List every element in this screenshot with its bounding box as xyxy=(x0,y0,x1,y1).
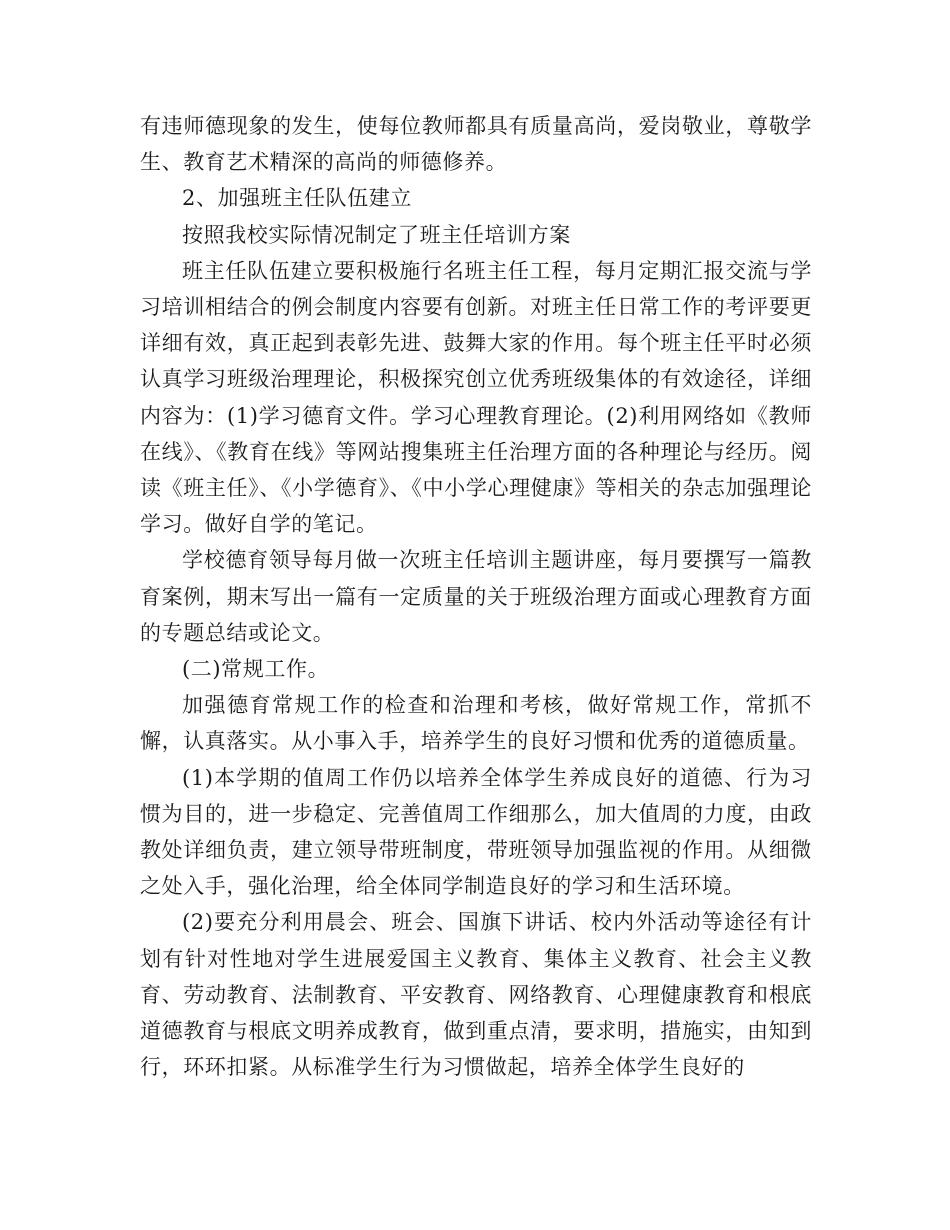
paragraph-6-heading: (二)常规工作。 xyxy=(182,657,330,682)
paragraph-4: 班主任队伍建立要积极施行名班主任工程，每月定期汇报交流与学习培训相结合的例会制度内容要有创新。对班主任日常工作的考评要更详细有效，真正起到表彰先进、鼓舞大家的作用。每个班主任平时必须认真学习班级治理理论，积极探究创立优秀班级集体的有效途径，详细内容为：(1)学习德育文件。学习心理教育理论。(2)利用网络如《教师在线》、《教育在线》等网站搜集班主任治理方面的各种理论与经历。阅读《班主任》、《小学德育》、《中小学心理健康》等相关的杂志加强理论学习。做好自学的笔记。 xyxy=(140,258,812,537)
paragraph-7: 加强德育常规工作的检查和治理和考核，做好常规工作，常抓不懈，认真落实。从小事入手，培养学生的良好习惯和优秀的道德质量。 xyxy=(140,693,812,754)
paragraph-2-heading: 2、加强班主任队伍建立 xyxy=(182,186,412,211)
paragraph-9: (2)要充分利用晨会、班会、国旗下讲话、校内外活动等途径有计划有针对性地对学生进展爱国主义教育、集体主义教育、社会主义教育、劳动教育、法制教育、平安教育、网络教育、心理健康教育和根底道德教育与根底文明养成教育，做到重点清，要求明，措施实，由知到行，环环扣紧。从标准学生行为习惯做起，培养全体学生良好的 xyxy=(140,910,812,1080)
paragraph-3: 按照我校实际情况制定了班主任培训方案 xyxy=(182,222,571,247)
paragraph-1: 有违师德现象的发生，使每位教师都具有质量高尚，爱岗敬业，尊敬学生、教育艺术精深的高尚的师德修养。 xyxy=(140,114,812,175)
document-body xyxy=(140,108,812,1085)
paragraph-8: (1)本学期的值周工作仍以培养全体学生养成良好的道德、行为习惯为目的，进一步稳定、完善值周工作细那么，加大值周的力度，由政教处详细负责，建立领导带班制度，带班领导加强监视的作用。从细微之处入手，强化治理，给全体同学制造良好的学习和生活环境。 xyxy=(140,765,812,899)
paragraph-5: 学校德育领导每月做一次班主任培训主题讲座，每月要撰写一篇教育案例，期末写出一篇有一定质量的关于班级治理方面或心理教育方面的专题总结或论文。 xyxy=(140,548,812,645)
